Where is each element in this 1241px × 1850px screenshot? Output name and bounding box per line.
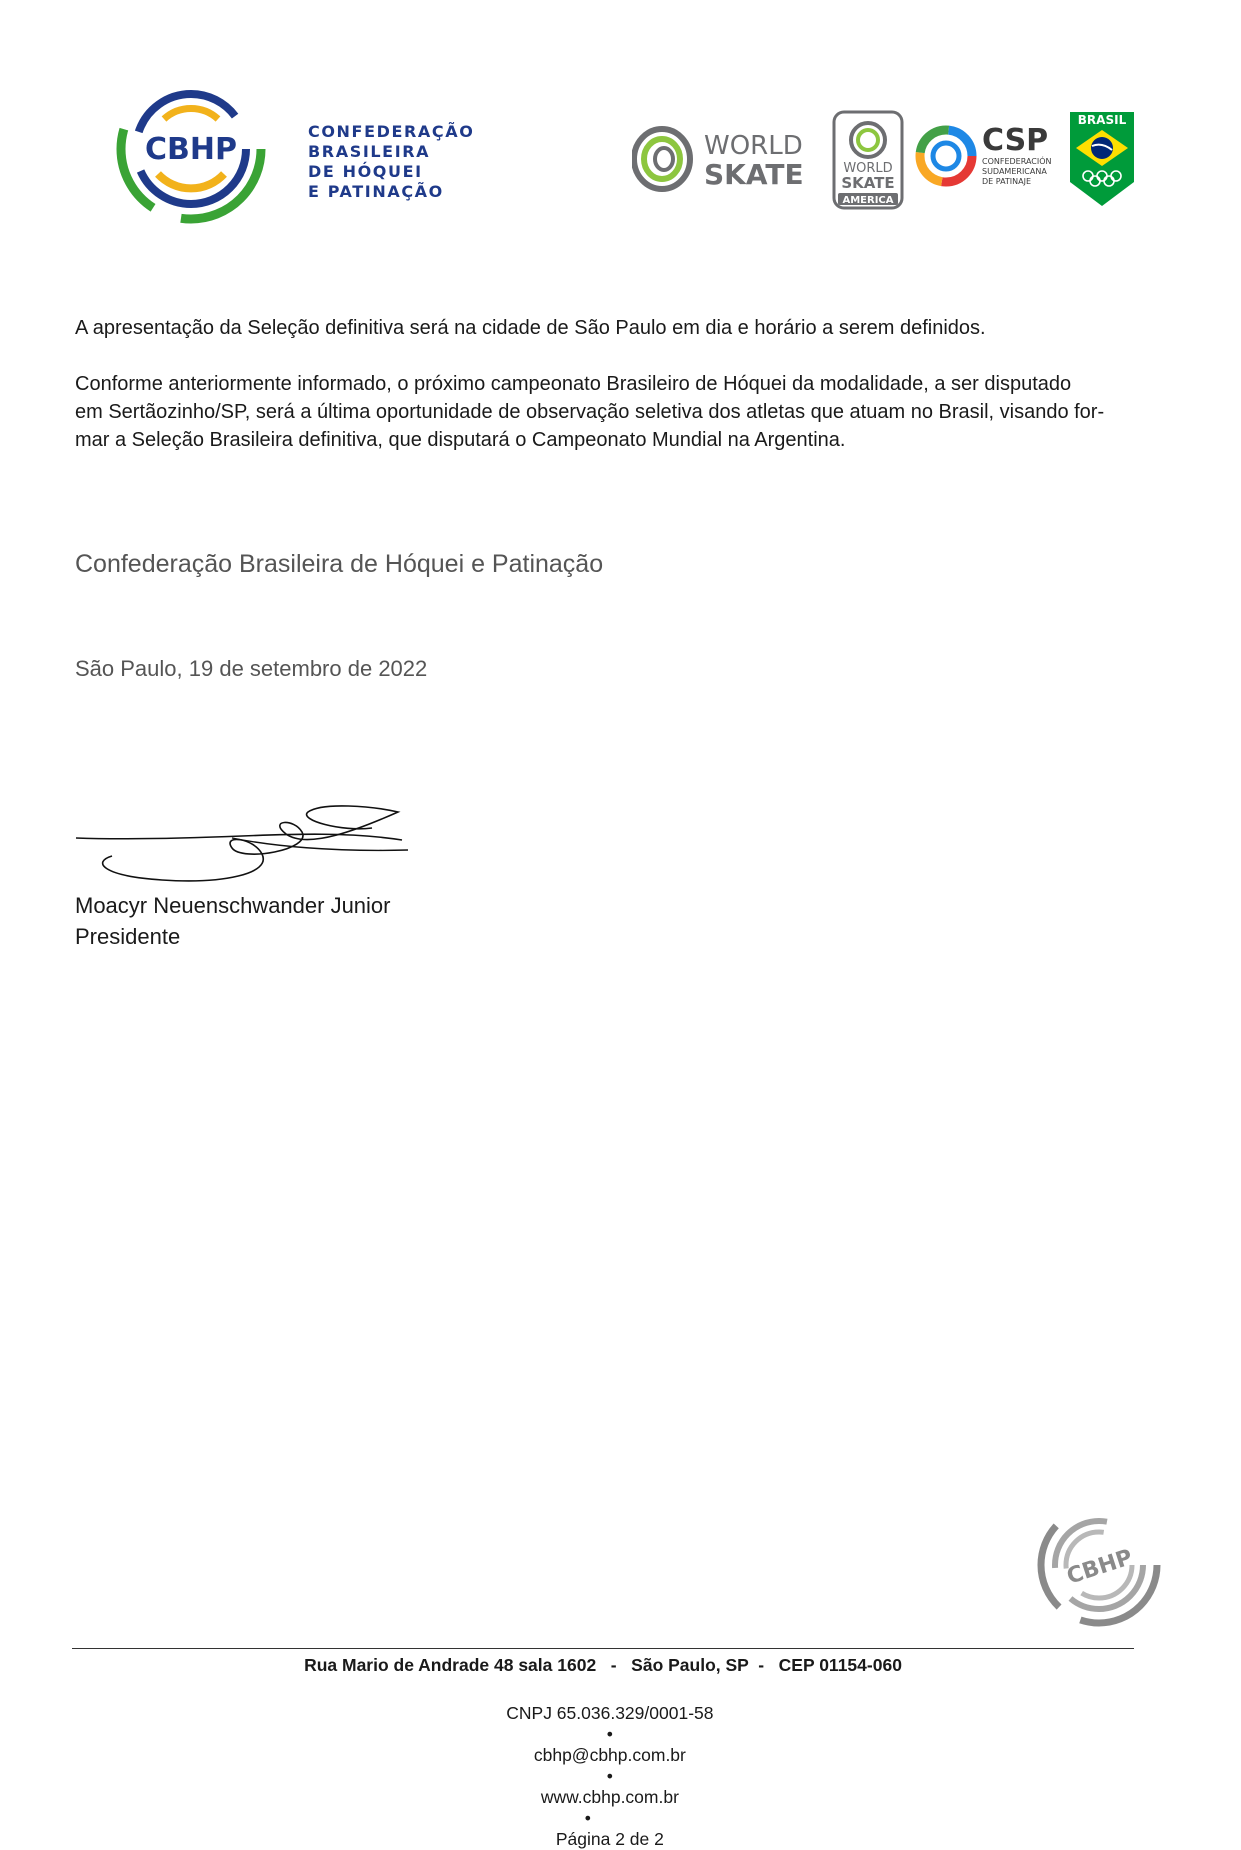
cbhp-stamp-mark bbox=[1034, 1500, 1164, 1630]
paragraph-championship bbox=[75, 370, 1175, 454]
paragraph-line: em Sertãozinho/SP, será a última oportunidade de observação seletiva dos atletas que atuam no Brasil, visando for- bbox=[75, 401, 1105, 423]
csp-acronym: CSP bbox=[982, 123, 1049, 158]
cbhp-stamp bbox=[1034, 1500, 1164, 1630]
footer-website[interactable]: www.cbhp.com.br bbox=[540, 1787, 679, 1807]
signature-image bbox=[72, 798, 412, 888]
brasil-olympic-logo bbox=[1068, 110, 1136, 208]
signatory-name: Moacyr Neuenschwander Junior bbox=[75, 893, 391, 918]
signatory-block bbox=[75, 890, 391, 952]
csp-line: SUDAMERICANA bbox=[982, 167, 1047, 176]
world-skate-logo bbox=[632, 124, 822, 194]
footer-divider bbox=[72, 1648, 1134, 1649]
cbhp-logo-wordmark bbox=[308, 122, 474, 202]
paragraph-line: Conforme anteriormente informado, o próximo campeonato Brasileiro de Hóquei da modalidade, a ser disputado bbox=[75, 373, 1072, 395]
paragraph-line: mar a Seleção Brasileira definitiva, que disputará o Campeonato Mundial na Argentina. bbox=[75, 429, 846, 451]
cbhp-logo bbox=[116, 74, 266, 224]
footer-cnpj: CNPJ 65.036.329/0001-58 bbox=[506, 1703, 714, 1723]
cbhp-logo-mark bbox=[116, 74, 266, 224]
brasil-label: BRASIL bbox=[1077, 113, 1127, 127]
cbhp-logo-line: E PATINAÇÃO bbox=[308, 182, 444, 201]
date-line: São Paulo, 19 de setembro de 2022 bbox=[75, 656, 428, 681]
csp-logo bbox=[914, 116, 1054, 196]
signatory-title: Presidente bbox=[75, 924, 181, 949]
cbhp-logo-line: CONFEDERAÇÃO bbox=[308, 122, 475, 141]
signature-scribble bbox=[72, 798, 412, 888]
footer-email[interactable]: cbhp@cbhp.com.br bbox=[533, 1745, 686, 1765]
csp-logo-mark bbox=[914, 116, 1054, 196]
cbhp-logo-line: BRASILEIRA bbox=[308, 142, 431, 161]
world-skate-logo-mark bbox=[632, 124, 822, 194]
world-skate-line: SKATE bbox=[704, 158, 804, 191]
world-skate-america-logo-mark bbox=[832, 110, 904, 210]
footer-address: Rua Mario de Andrade 48 sala 1602 - São Paulo, SP - CEP 01154-060 bbox=[304, 1655, 902, 1675]
footer-contact bbox=[0, 1682, 1210, 1850]
brasil-olympic-logo-mark bbox=[1068, 110, 1136, 208]
footer-bullet: • bbox=[606, 1766, 613, 1786]
organization-name: Confederação Brasileira de Hóquei e Patinação bbox=[75, 550, 604, 578]
footer-bullet: • bbox=[584, 1808, 591, 1828]
wsa-line: SKATE bbox=[841, 174, 895, 192]
csp-line: DE PATINAJE bbox=[982, 177, 1032, 186]
cbhp-logo-acronym: CBHP bbox=[145, 132, 237, 167]
world-skate-line: WORLD bbox=[704, 131, 803, 161]
wsa-line: WORLD bbox=[843, 161, 893, 176]
footer-bullet: • bbox=[606, 1724, 613, 1744]
paragraph-presentation: A apresentação da Seleção definitiva será na cidade de São Paulo em dia e horário a serem definidos. bbox=[75, 317, 986, 339]
stamp-text: CBHP bbox=[1063, 1545, 1136, 1590]
world-skate-america-logo bbox=[832, 110, 904, 210]
csp-line: CONFEDERACIÓN bbox=[982, 157, 1052, 166]
wsa-line: AMERICA bbox=[842, 195, 894, 206]
cbhp-logo-line: DE HÓQUEI bbox=[308, 162, 423, 181]
footer-page-number: Página 2 de 2 bbox=[555, 1829, 664, 1849]
